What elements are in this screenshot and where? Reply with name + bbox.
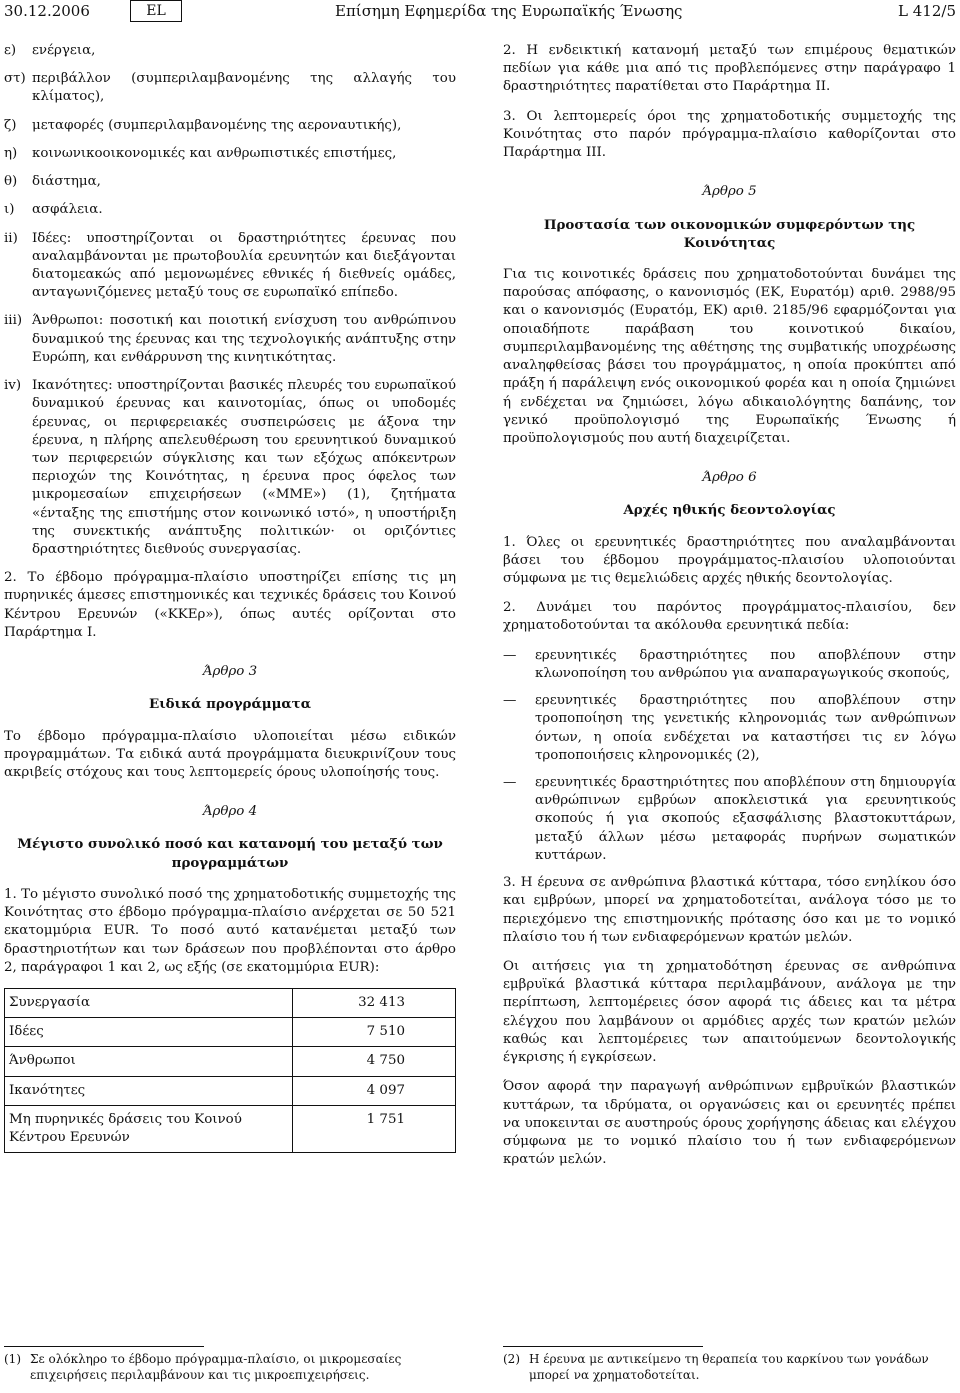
paragraph: 2. Το έβδομο πρόγραμμα-πλαίσιο υποστηρίζει επίσης τις μη πυρηνικές άμεσες επιστημονικές και τεχνικές δράσεις του Κοινού Κέντρου Ερευνών («ΚΚΕρ»), όπως αυτές ορίζονται στο Παράρτημα Ι.: [4, 570, 456, 640]
paragraph: Οι αιτήσεις για τη χρηματοδότηση έρευνας σε ανθρώπινα εμβρυϊκά βλαστικά κύτταρα περιλαμβάνουν, ανάλογα με την περίπτωση, λεπτομέρειες όσον αφορά τις άδειες και τα μέτρα ελέγχου που λαμβάνουν οι αρμόδιες αρχές των κρατών μελών καθώς και λεπτομέρειες των απαιτούμενων δεοντολογικής έγκρισης ή εγκρίσεων.: [503, 958, 956, 1066]
article-title: Αρχές ηθικής δεοντολογίας: [623, 502, 836, 519]
paragraph: 3. Οι λεπτομερείς όροι της χρηματοδοτικής συμμετοχής της Κοινότητας στο παρόν πρόγραμμα-πλαίσιο καθορίζονται στο Παράρτημα ΙΙΙ.: [503, 108, 956, 161]
list-item: — ερευνητικές δραστηριότητες που αποβλέπουν στην τροποποίηση της γενετικής κληρονομιάς των ανθρώπινων όντων, η οποία ενδέχεται να καταστήσει τις εν λόγω τροποποιήσεις κληρονομικές (2),: [503, 693, 956, 763]
list-item: ι) ασφάλεια.: [4, 202, 103, 218]
budget-table: [4, 988, 456, 1153]
article-label: Άρθρο 4: [202, 804, 258, 820]
article-title: Προστασία των οικονομικών συμφερόντων της Κοινότητας: [543, 216, 916, 251]
list-item: ii) Ιδέες: υποστηρίζονται οι δραστηριότητες έρευνας που αναλαμβάνονται με πρωτοβουλία ερευνητών και διεξάγονται διατομεακώς από μεμονωμένες εθνικές ή διεθνείς ομάδες, ανταγωνιζόμενες μεταξύ τους σε ευρωπαϊκό επίπεδο.: [4, 230, 456, 301]
journal-title: Επίσημη Εφημερίδα της Ευρωπαϊκής Ένωσης: [335, 2, 683, 20]
article-title: Ειδικά προγράμματα: [148, 696, 311, 713]
article-title: Μέγιστο συνολικό ποσό και κατανομή του μεταξύ των προγραμμάτων: [17, 836, 443, 871]
list-item: iii) Άνθρωποι: ποσοτική και ποιοτική ενίσχυση του ανθρώπινου δυναμικού της έρευνας και της τεχνολογικής ανάπτυξης στην Ευρώπη, και ενθάρρυνση της κινητικότητας.: [4, 313, 456, 365]
list-item: θ) διάστημα,: [4, 174, 101, 190]
list-item: η) κοινωνικοοικονομικές και ανθρωπιστικές επιστήμες,: [4, 145, 397, 161]
issue-date: 30.12.2006: [4, 2, 90, 20]
paragraph: 1. Το μέγιστο συνολικό ποσό της χρηματοδοτικής συμμετοχής της Κοινότητας στο έβδομο πρόγραμμα-πλαίσιο ανέρχεται σε 50 521 εκατομμύρια EUR. Το ποσό αυτό κατανέμεται μεταξύ των δραστηριοτήτων και των δράσεων που προβλέπονται στο άρθρο 2, παράγραφοι 1 και 2, ως εξής (σε εκατομμύρια EUR):: [4, 886, 456, 975]
paragraph: 2. Δυνάμει του παρόντος προγράμματος-πλαισίου, δεν χρηματοδοτούνται τα ακόλουθα ερευνητικά πεδία:: [503, 600, 956, 634]
list-item: — ερευνητικές δραστηριότητες που αποβλέπουν στην κλωνοποίηση του ανθρώπου για αναπαραγωγικούς σκοπούς,: [503, 647, 956, 681]
list-item: ε) ενέργεια,: [4, 43, 96, 58]
article-label: Άρθρο 6: [702, 470, 757, 486]
paragraph: Το έβδομο πρόγραμμα-πλαίσιο υλοποιείται μέσω ειδικών προγραμμάτων. Τα ειδικά αυτά προγράμματα διευκρινίζουν τους ακριβείς στόχους και τους λεπτομερείς όρους υλοποίησής τους.: [4, 728, 456, 780]
table-row: Ιδέες 7 510: [5, 1018, 456, 1047]
footnote-right: (2) Η έρευνα με αντικείμενο τη θεραπεία του καρκίνου των γονάδων μπορεί να χρηματοδοτείται.: [503, 1346, 956, 1384]
footnote-left: (1) Σε ολόκληρο το έβδομο πρόγραμμα-πλαίσιο, οι μικρομεσαίες επιχειρήσεις περιλαμβάνουν και τις μικροεπιχειρήσεις.: [4, 1346, 456, 1384]
paragraph: Όσον αφορά την παραγωγή ανθρώπινων εμβρυϊκών βλαστικών κυττάρων, τα ιδρύματα, οι οργανώσεις και οι ερευνητές πρέπει να υποκεινται σε αυστηρούς όρους χορήγησης άδειας και ελέγχου σύμφωνα με το νομικό πλαίσιο του ή των ενδιαφερόμενων κρατών μελών.: [503, 1079, 956, 1168]
table-row: Μη πυρηνικές δράσεις του Κοινού Κέντρου Ερευνών 1 751: [5, 1105, 456, 1152]
table-row: Ικανότητες 4 097: [5, 1076, 456, 1105]
language-box: EL: [130, 0, 182, 22]
page-number: L 412/5: [898, 2, 956, 20]
article-label: Άρθρο 5: [702, 184, 757, 200]
paragraph: 2. Η ενδεικτική κατανομή μεταξύ των επιμέρους θεματικών πεδίων για κάθε μια από τις προβλεπόμενες στην παράγραφο 1 δραστηριότητες παρατίθεται στο Παράρτημα ΙΙ.: [503, 43, 956, 95]
article-label: Άρθρο 3: [202, 664, 258, 680]
page-header: [0, 0, 960, 24]
list-item: — ερευνητικές δραστηριότητες που αποβλέπουν στη δημιουργία ανθρώπινων εμβρύων αποκλειστικά για ερευνητικούς σκοπούς ή για σκοπούς εξασφάλισης βλαστοκυττάρων, μεταξύ άλλων μέσω μεταφοράς πυρήνων σωματικών κυττάρων.: [503, 775, 956, 863]
paragraph: 1. Όλες οι ερευνητικές δραστηριότητες που αναλαμβάνονται βάσει του έβδομου προγράμματος-πλαισίου υλοποιούνται σύμφωνα με τις θεμελιώδεις αρχές ηθικής δεοντολογίας.: [503, 534, 956, 587]
left-column: [4, 42, 456, 1153]
right-column: [503, 42, 956, 1180]
table-row: Άνθρωποι 4 750: [5, 1047, 456, 1076]
paragraph: 3. Η έρευνα σε ανθρώπινα βλαστικά κύτταρα, τόσο ενηλίκου όσο και εμβρύων, μπορεί να χρηματοδοτείται, ανάλογα τόσο με το περιεχόμενο της επιστημονικής πρότασης όσο και με το νομικό πλαίσιο του ή των ενδιαφερόμενων κρατών μελών.: [503, 875, 956, 945]
list-item: iv) Ικανότητες: υποστηρίζονται βασικές πλευρές του ευρωπαϊκού δυναμικού έρευνας και καινοτομίας, όπως οι υποδομές έρευνας, οι περιφερειακές συσπειρώσεις με άξονα την έρευνα, η πλήρης απελευθέρωση του ερευνητικού δυναμικού των περιφερειών σύγκλισης και των εξόχως απόκεντρων περιοχών της Κοινότητας, η έρευνα προς όφελος των μικρομεσαίων επιχειρήσεων («ΜΜΕ») (1), ζητήματα «ένταξης της επιστήμης στον κοινωνικό ιστό», η υποστήριξη της συνεκτικής ανάπτυξης πολιτικών· οι οριζόντιες δραστηριότητες διεθνούς συνεργασίας.: [4, 378, 456, 558]
paragraph: Για τις κοινοτικές δράσεις που χρηματοδοτούνται δυνάμει της παρούσας απόφασης, ο κανονισμός (ΕΚ, Ευρατόμ) αριθ. 2988/95 και ο κανονισμός (Ευρατόμ, ΕΚ) αριθ. 2185/96 εφαρμόζονται για οποιαδήποτε παράβαση του κοινοτικού δικαίου, συμπεριλαμβανομένης της αθέτησης της συμβατικής υποχρέωσης αναληφθείσας βάσει του προγράμματος, η οποία προκύπτει από πράξη ή παράλειψη ενός οικονομικού φορέα και η οποία ζημιώνει ή ενδέχεται να ζημιώσει, λόγω αδικαιολόγητης δαπάνης, τον γενικό προϋπολογισμό της Ευρωπαϊκής Ένωσης ή προϋπολογισμούς που αυτή διαχειρίζεται.: [503, 266, 956, 446]
list-item: στ) περιβάλλον (συμπεριλαμβανομένης της αλλαγής του κλίματος),: [4, 71, 456, 105]
table-row: Συνεργασία 32 413: [5, 988, 456, 1017]
list-item: ζ) μεταφορές (συμπεριλαμβανομένης της αεροναυτικής),: [4, 117, 402, 133]
